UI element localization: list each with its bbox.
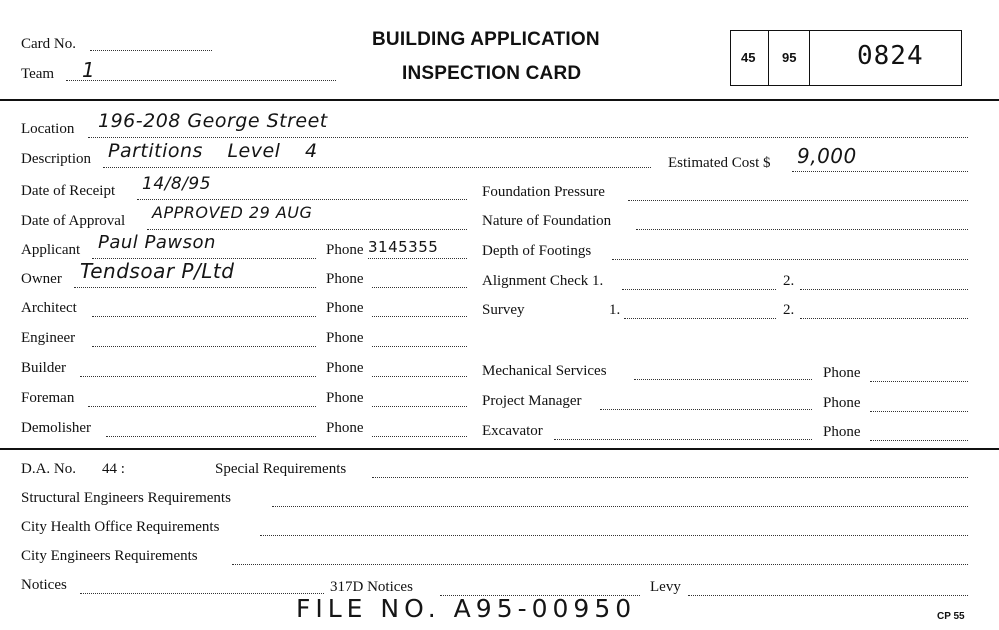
- depth-footings-label: Depth of Footings: [482, 243, 592, 259]
- foundation-pressure-label: Foundation Pressure: [482, 184, 605, 200]
- form-title-line2: INSPECTION CARD: [402, 63, 582, 84]
- builder-phone-label: Phone: [326, 360, 364, 376]
- survey-1-label: 1.: [609, 302, 621, 318]
- location-label: Location: [21, 121, 75, 137]
- engineer-phone-field[interactable]: [372, 346, 467, 347]
- levy-field[interactable]: [688, 595, 968, 596]
- excavator-phone-label: Phone: [823, 424, 861, 440]
- da-no-label: D.A. No.: [21, 461, 76, 477]
- builder-phone-field[interactable]: [372, 376, 467, 377]
- foreman-phone-field[interactable]: [372, 406, 467, 407]
- excavator-label: Excavator: [482, 423, 543, 439]
- engineer-phone-label: Phone: [326, 330, 364, 346]
- mechanical-services-field[interactable]: [634, 379, 812, 380]
- project-manager-label: Project Manager: [482, 393, 582, 409]
- survey-1-field[interactable]: [624, 318, 776, 319]
- demolisher-label: Demolisher: [21, 420, 91, 436]
- box-year: 45: [741, 50, 756, 65]
- date-receipt-label: Date of Receipt: [21, 183, 116, 199]
- mechanical-phone-field[interactable]: [870, 381, 968, 382]
- form-code: CP 55: [937, 611, 965, 622]
- survey-label: Survey: [482, 302, 525, 318]
- health-req-label: City Health Office Requirements: [21, 519, 220, 535]
- team-field[interactable]: [66, 80, 336, 81]
- header-divider: [0, 99, 999, 101]
- alignment-check-label: Alignment Check 1.: [482, 273, 604, 289]
- excavator-phone-field[interactable]: [870, 440, 968, 441]
- applicant-label: Applicant: [21, 242, 81, 258]
- health-req-field[interactable]: [260, 535, 968, 536]
- team-value: 1: [82, 58, 96, 82]
- card-no-label: Card No.: [21, 36, 76, 52]
- survey-2-label: 2.: [783, 302, 795, 318]
- box-divider: [768, 31, 769, 85]
- alignment-check-2-label: 2.: [783, 273, 795, 289]
- architect-field[interactable]: [92, 316, 316, 317]
- date-receipt-value: 14/8/95: [142, 174, 212, 194]
- owner-value: Tendsoar P/Ltd: [80, 259, 235, 283]
- form-title-line1: BUILDING APPLICATION: [372, 29, 600, 50]
- mechanical-phone-label: Phone: [823, 365, 861, 381]
- project-manager-phone-label: Phone: [823, 395, 861, 411]
- estimated-cost-label: Estimated Cost $: [668, 155, 771, 171]
- date-receipt-field[interactable]: [137, 199, 467, 200]
- card-no-field[interactable]: [90, 50, 212, 51]
- owner-phone-field[interactable]: [372, 287, 467, 288]
- body-divider: [0, 448, 999, 450]
- excavator-field[interactable]: [554, 439, 812, 440]
- builder-label: Builder: [21, 360, 66, 376]
- box-number: 0824: [857, 41, 924, 71]
- alignment-check-2-field[interactable]: [800, 289, 968, 290]
- box-divider: [809, 31, 810, 85]
- date-approval-field[interactable]: [147, 229, 467, 230]
- architect-phone-label: Phone: [326, 300, 364, 316]
- description-field[interactable]: [103, 167, 651, 168]
- structural-req-label: Structural Engineers Requirements: [21, 490, 231, 506]
- special-requirements-field[interactable]: [372, 477, 968, 478]
- owner-field[interactable]: [74, 287, 316, 288]
- project-manager-field[interactable]: [600, 409, 812, 410]
- demolisher-phone-field[interactable]: [372, 436, 467, 437]
- architect-phone-field[interactable]: [372, 316, 467, 317]
- mechanical-services-label: Mechanical Services: [482, 363, 607, 379]
- notices-317d-label: 317D Notices: [330, 579, 413, 595]
- file-number: FILE NO. A95-00950: [296, 594, 637, 623]
- special-requirements-label: Special Requirements: [215, 461, 347, 477]
- owner-phone-label: Phone: [326, 271, 364, 287]
- notices-field[interactable]: [80, 593, 324, 594]
- survey-2-field[interactable]: [800, 318, 968, 319]
- architect-label: Architect: [21, 300, 77, 316]
- owner-label: Owner: [21, 271, 62, 287]
- demolisher-phone-label: Phone: [326, 420, 364, 436]
- applicant-value: Paul Pawson: [98, 232, 216, 253]
- foreman-label: Foreman: [21, 390, 75, 406]
- nature-foundation-field[interactable]: [636, 229, 968, 230]
- builder-field[interactable]: [80, 376, 316, 377]
- alignment-check-1-field[interactable]: [622, 289, 776, 290]
- description-value: Partitions Level 4: [108, 140, 318, 162]
- foreman-phone-label: Phone: [326, 390, 364, 406]
- foreman-field[interactable]: [88, 406, 316, 407]
- date-approval-label: Date of Approval: [21, 213, 126, 229]
- estimated-cost-value: 9,000: [797, 144, 857, 168]
- da-no-value: 44 :: [102, 461, 125, 477]
- notices-label: Notices: [21, 577, 67, 593]
- estimated-cost-field[interactable]: [792, 171, 968, 172]
- nature-foundation-label: Nature of Foundation: [482, 213, 612, 229]
- applicant-phone-label: Phone: [326, 242, 364, 258]
- structural-req-field[interactable]: [272, 506, 968, 507]
- box-prefix: 95: [782, 50, 797, 65]
- description-label: Description: [21, 151, 91, 167]
- depth-footings-field[interactable]: [612, 259, 968, 260]
- foundation-pressure-field[interactable]: [628, 200, 968, 201]
- city-eng-req-label: City Engineers Requirements: [21, 548, 198, 564]
- engineer-field[interactable]: [92, 346, 316, 347]
- date-approval-value: APPROVED 29 AUG: [152, 203, 313, 222]
- city-eng-req-field[interactable]: [232, 564, 968, 565]
- card-number-box: [730, 30, 962, 86]
- location-field[interactable]: [88, 137, 968, 138]
- location-value: 196-208 George Street: [98, 110, 328, 132]
- applicant-phone-field[interactable]: [368, 258, 467, 259]
- levy-label: Levy: [650, 579, 681, 595]
- project-manager-phone-field[interactable]: [870, 411, 968, 412]
- engineer-label: Engineer: [21, 330, 76, 346]
- team-label: Team: [21, 66, 55, 82]
- demolisher-field[interactable]: [106, 436, 316, 437]
- applicant-phone-value: 3145355: [368, 238, 439, 256]
